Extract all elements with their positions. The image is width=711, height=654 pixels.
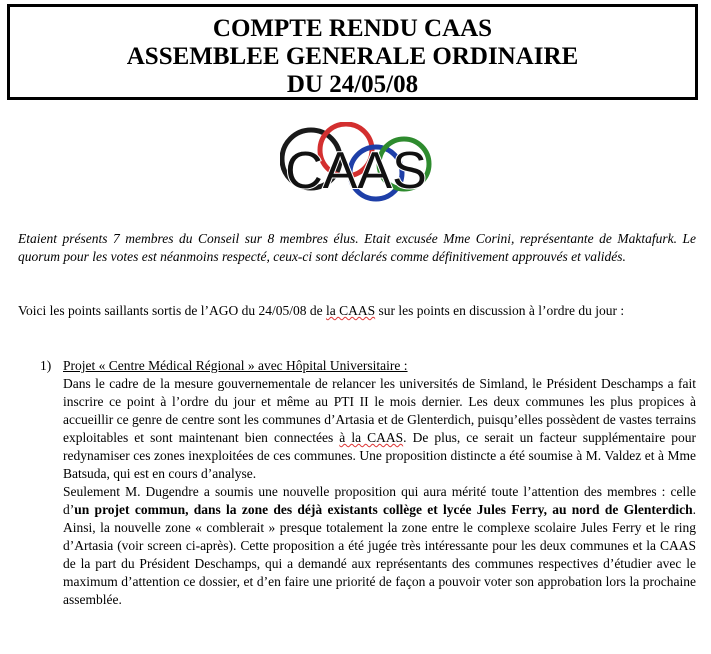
item-para1-a: Dans le cadre de la mesure gouvernementale de relancer les universités de Simland, le Président Deschamps a fait inscrire ce point à l’ordre du jour et même au PTI II le mois dernier. Les deux communes les plus propices à accueillir ce genre de centre sont les communes d’Artasia et de Glenterdich, puisqu’elles possèdent de vastes terrains exploitables et sont maintenant bien connectées: [63, 376, 696, 445]
item-para2-bold: un projet commun, dans la zone des déjà existants collège et lycée Jules Ferry, au nord de Glenterdich: [74, 502, 693, 517]
attendance-paragraph: Etaient présents 7 membres du Conseil sur 8 membres élus. Etait excusée Mme Corini, représentante de Maktafurk. Le quorum pour les votes est néanmoins respecté, ceux-ci sont déclarés comme définitivement approuvés et validés.: [18, 231, 696, 264]
title-line-1: COMPTE RENDU CAAS: [212, 15, 493, 42]
document-title-box: [7, 4, 698, 100]
logo-text: CAAS: [285, 142, 427, 200]
item-title: Projet « Centre Médical Régional » avec Hôpital Universitaire :: [63, 358, 408, 373]
item-para2-a: Seulement M. Dugendre a soumis une nouvelle proposition qui aura mérité toute l’attention des membres : celle d’: [63, 484, 696, 517]
item-body: [63, 375, 696, 609]
points-intro-after: sur les points en discussion à l’ordre du jour :: [375, 303, 625, 318]
item-paragraph-2: [63, 483, 696, 609]
item-para1-marked: à la CAAS: [339, 430, 404, 445]
item-number: 1): [40, 358, 52, 373]
item-paragraph-1: [63, 375, 696, 483]
points-intro-before: Voici les points saillants sortis de l’AGO du 24/05/08 de: [18, 303, 326, 318]
caas-logo: [280, 122, 432, 204]
title-line-3: DU 24/05/08: [286, 71, 419, 98]
points-intro-marked: la CAAS: [325, 303, 376, 318]
points-intro-paragraph: [18, 302, 696, 320]
item-para2-b: . Ainsi, la nouvelle zone « comblerait » presque totalement la zone entre le complexe scolaire Jules Ferry et le ring d’Artasia (voir screen ci-après). Cette proposition a été jugée très intéressante pour les deux communes et la CAAS de la part du Président Deschamps, qui a demandé aux représentants des communes respectives d’étudier avec le maximum d’attention ce dossier, et d’en faire une priorité de façon a pouvoir voter son approbation lors la prochaine assemblée.: [63, 502, 696, 607]
item-para1-b: . De plus, ce serait un facteur supplémentaire pour redynamiser ces zones inexploitées de ces communes. Une proposition distincte a été soumise à M. Valdez et à Mme Batsuda, qui est en cours d’analyse.: [63, 430, 696, 481]
title-line-2: ASSEMBLEE GENERALE ORDINAIRE: [126, 43, 579, 70]
